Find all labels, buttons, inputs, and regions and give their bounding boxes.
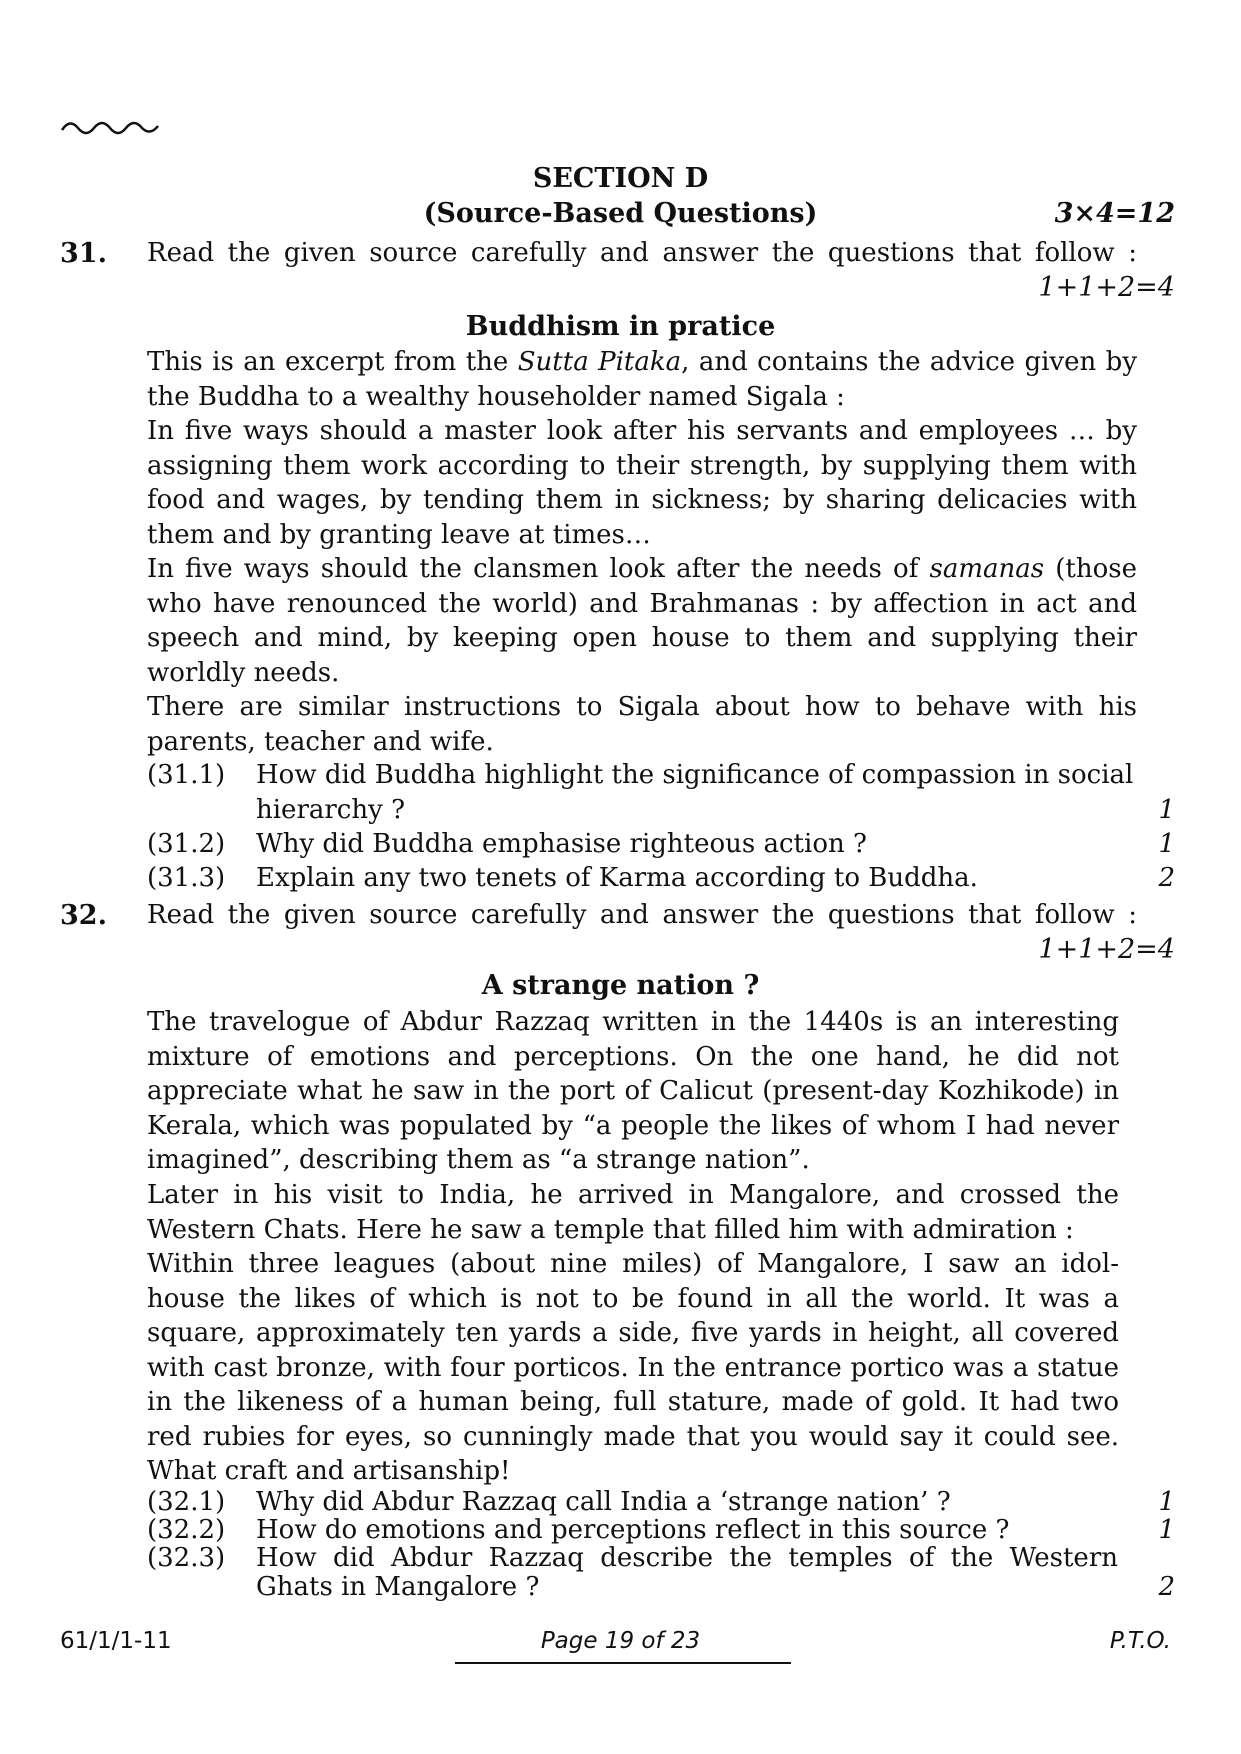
q32-marks: 1+1+2=4: [1038, 934, 1175, 965]
subq-text-31-1: How did Buddha highlight the significance of compassion in social: [256, 760, 1134, 790]
subq-mark-32-3: 2: [1158, 1572, 1175, 1602]
section-marks: 3×4=12: [1054, 198, 1175, 229]
subq-text-32-3: How did Abdur Razzaq describe the temples of the Western: [256, 1543, 1118, 1573]
q32-source-title: A strange nation ?: [481, 970, 760, 1001]
subq-mark-31-2: 1: [1158, 829, 1175, 859]
q31-intro-line-2: the Buddha to a wealthy householder named Sigala :: [147, 382, 845, 412]
subq-mark-31-3: 2: [1158, 863, 1175, 893]
subq-text-31-2: Why did Buddha emphasise righteous action ?: [256, 829, 867, 859]
question-number-31: 31.: [60, 238, 107, 269]
q31-paragraph-2: In five ways should the clansmen look after the needs of samanas (those who have renounced the world) and Brahmanas : by affection in act and speech and mind, by keeping open house to them and supplying their worldly needs.: [147, 554, 1137, 688]
q31-paragraph-1: In five ways should a master look after his servants and employees … by assigning them work according to their strength, by supplying them with food and wages, by tending them in sickness; by sharing delicacies with them and by granting leave at times…: [147, 416, 1137, 550]
paper-code: 61/1/1-11: [60, 1628, 172, 1654]
subq-id-32-3: (32.3): [147, 1543, 226, 1573]
squiggle-mark-icon: [60, 116, 160, 140]
subq-id-32-2: (32.2): [147, 1515, 226, 1545]
subq-text-32-2: How do emotions and perceptions reflect in this source ?: [256, 1515, 1010, 1545]
subq-id-31-1: (31.1): [147, 760, 226, 790]
please-turn-over: P.T.O.: [1109, 1628, 1171, 1654]
q31-instruction: Read the given source carefully and answer the questions that follow :: [147, 238, 1137, 268]
subq-text-31-1-cont: hierarchy ?: [256, 795, 406, 825]
q31-marks: 1+1+2=4: [1038, 272, 1175, 303]
subq-id-31-2: (31.2): [147, 829, 226, 859]
page-number-underline: [455, 1662, 791, 1664]
q32-instruction: Read the given source carefully and answer the questions that follow :: [147, 900, 1137, 930]
subq-id-32-1: (32.1): [147, 1487, 226, 1517]
subq-mark-32-2: 1: [1158, 1515, 1175, 1545]
question-number-32: 32.: [60, 900, 107, 931]
sutta-pitaka-title: Sutta Pitaka: [517, 347, 682, 377]
section-title: SECTION D: [532, 163, 709, 194]
q31-source-title: Buddhism in pratice: [465, 311, 776, 342]
section-subtitle: (Source-Based Questions): [423, 198, 818, 229]
subq-text-31-3: Explain any two tenets of Karma according to Buddha.: [256, 863, 978, 893]
q32-paragraph-2: Later in his visit to India, he arrived in Mangalore, and crossed the Western Chats. Here he saw a temple that filled him with admiration :: [147, 1180, 1119, 1245]
subq-text-32-1: Why did Abdur Razzaq call India a ‘strange nation’ ?: [256, 1487, 951, 1517]
subq-mark-32-1: 1: [1158, 1487, 1175, 1517]
subq-text-32-3-cont: Ghats in Mangalore ?: [256, 1572, 540, 1602]
q32-paragraph-3: Within three leagues (about nine miles) of Mangalore, I saw an idol-house the likes of which is not to be found in all the world. It was a square, approximately ten yards a side, five yards in height, all covered with cast bronze, with four porticos. In the entrance portico was a statue in the likeness of a human being, full stature, made of gold. It had two red rubies for eyes, so cunningly made that you would say it could see. What craft and artisanship!: [147, 1249, 1119, 1486]
q31-intro-line: This is an excerpt from the Sutta Pitaka, and contains the advice given by: [147, 347, 1138, 377]
page-number: Page 19 of 23: [540, 1628, 701, 1654]
q31-paragraph-3: There are similar instructions to Sigala about how to behave with his parents, teacher and wife.: [147, 692, 1137, 757]
subq-id-31-3: (31.3): [147, 863, 226, 893]
q32-paragraph-1: The travelogue of Abdur Razzaq written in the 1440s is an interesting mixture of emotions and perceptions. On the one hand, he did not appreciate what he saw in the port of Calicut (present-day Kozhikode) in Kerala, which was populated by “a people the likes of whom I had never imagined”, describing them as “a strange nation”.: [147, 1007, 1119, 1175]
samanas-term: samanas: [929, 554, 1045, 584]
subq-mark-31-1: 1: [1158, 795, 1175, 825]
